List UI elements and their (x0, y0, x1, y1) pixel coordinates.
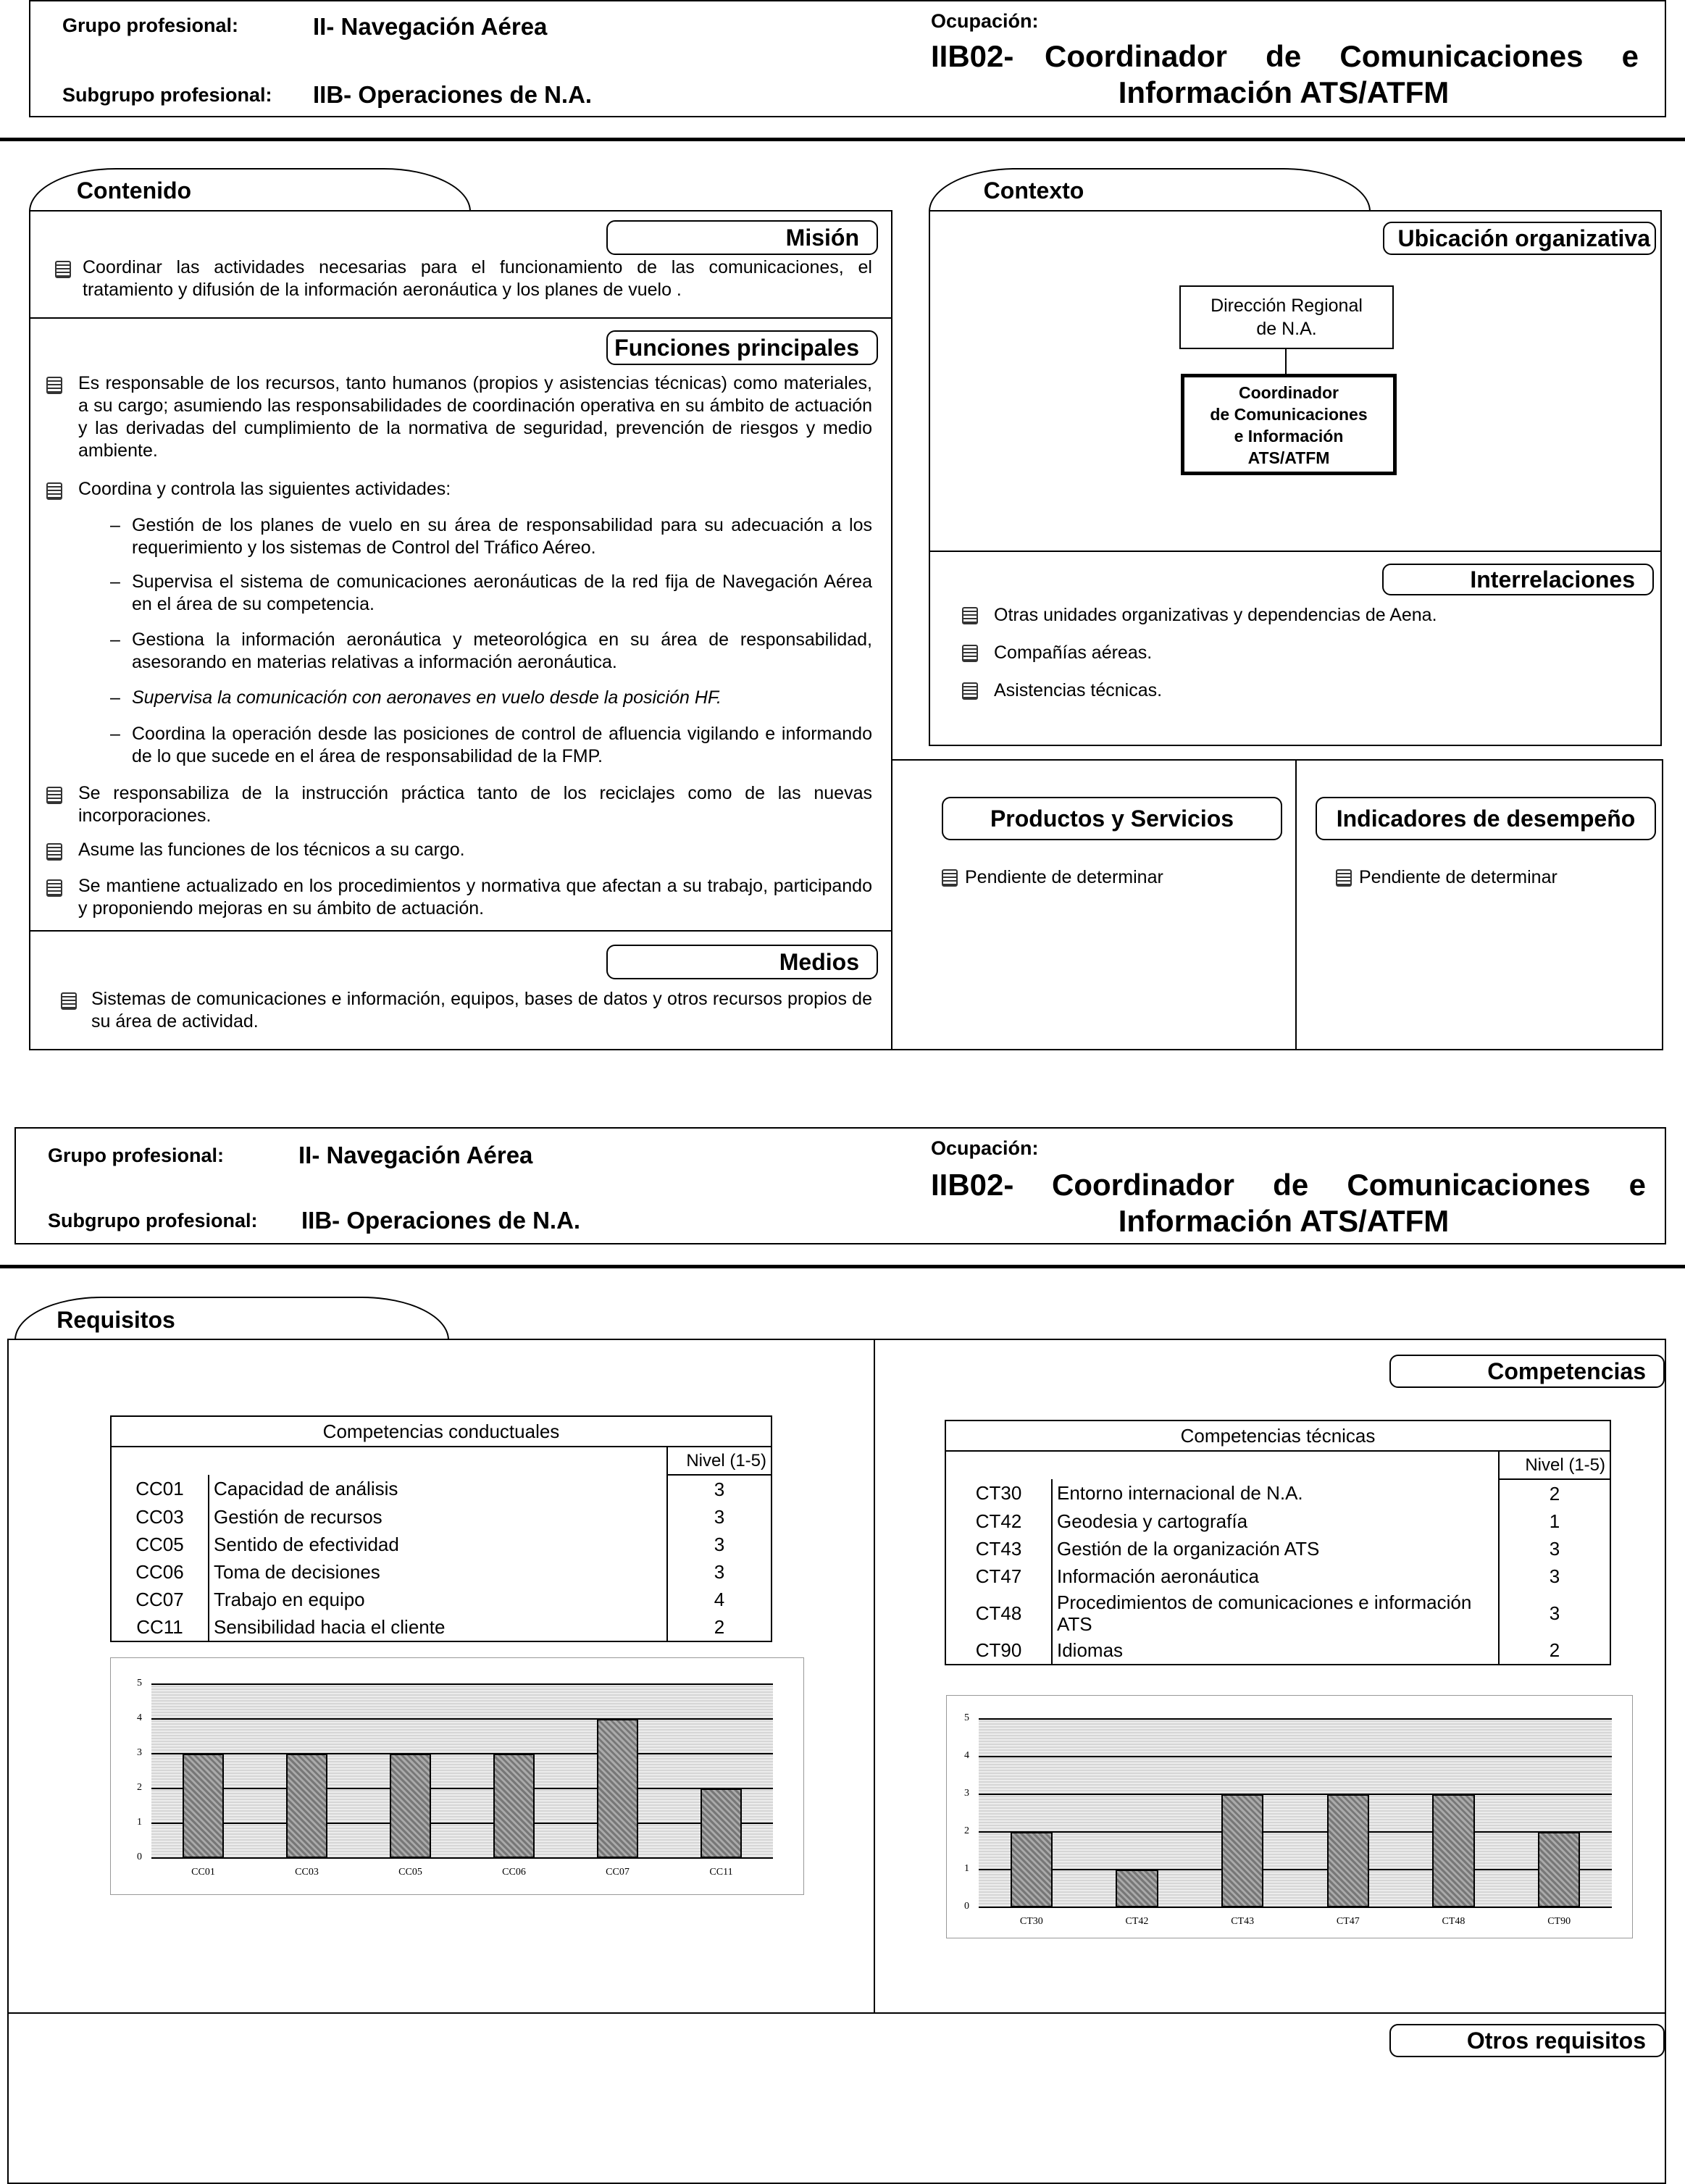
subfuncion-item: Coordina la operación desde las posiciones de control de afluencia vigilando e informando de lo que sucede en el área de responsabilidad de la FMP. (132, 724, 872, 766)
indicadores-panel (1295, 759, 1663, 1050)
table-row (111, 1503, 772, 1531)
ocupacion-line1: Coordinador de Comunicaciones e (1045, 39, 1639, 73)
funcion-bullet-icon (46, 787, 62, 804)
otros-divider (9, 2012, 1665, 2014)
comp-level: 3 (1499, 1535, 1610, 1562)
tecnicas-table (945, 1420, 1611, 1665)
conductuales-table (110, 1415, 772, 1642)
comp-level: 3 (1499, 1590, 1610, 1636)
header-rule (0, 138, 1685, 141)
chart-bar (286, 1754, 327, 1858)
ocupacion-line1: Coordinador de Comunicaciones e (1052, 1168, 1646, 1202)
interrelacion-bullet-icon (962, 645, 978, 662)
tecnicas-table-title: Competencias técnicas (945, 1421, 1610, 1451)
ocupacion-line2: Información ATS/ATFM (1118, 1204, 1450, 1238)
medios-text: Sistemas de comunicaciones e información, equipos, bases de datos y otros recursos propios de su área de actividad. (91, 989, 872, 1032)
subfuncion-dash: – (110, 687, 120, 708)
contexto-tab (929, 168, 1371, 212)
mision-divider (30, 317, 891, 319)
comp-level: 2 (1499, 1636, 1610, 1665)
comp-name: Procedimientos de comunicaciones e información ATS (1057, 1591, 1472, 1635)
requisitos-vertical-divider (874, 1340, 875, 2012)
chart-bar (597, 1719, 638, 1858)
comp-level: 4 (667, 1586, 772, 1613)
gridline (151, 1823, 773, 1824)
chart-bar (390, 1754, 431, 1858)
interrelaciones-title: Interrelaciones (1382, 564, 1654, 595)
requisitos-tab (14, 1297, 449, 1340)
ocupacion-code: IIB02- (931, 1168, 1014, 1202)
y-tick-label: 5 (137, 1678, 142, 1689)
comp-level: 3 (1499, 1562, 1610, 1590)
subfuncion-item: Gestiona la información aeronáutica y meteorológica en su área de responsabilidad, asesorando en materias relativas a información aeronáutica. (132, 629, 872, 672)
gridline (979, 1718, 1612, 1720)
medios-bullet-icon (61, 992, 77, 1010)
comp-code: CC01 (111, 1475, 209, 1503)
table-row (945, 1507, 1610, 1535)
comp-code: CT30 (945, 1479, 1052, 1507)
comp-code: CC06 (111, 1558, 209, 1586)
indicadores-bullet-icon (1336, 869, 1352, 887)
subfuncion-dash: – (110, 515, 120, 535)
comp-name: Idiomas (1057, 1639, 1124, 1661)
org-child-line: e Información (1234, 427, 1344, 445)
comp-code: CC11 (111, 1613, 209, 1641)
subgrupo-label: Subgrupo profesional: (48, 1210, 258, 1231)
org-child-box (1181, 374, 1397, 475)
interrelacion-item: Otras unidades organizativas y dependencias de Aena. (994, 605, 1437, 625)
funcion-bullet-icon (46, 482, 62, 500)
subgrupo-value: IIB- Operaciones de N.A. (301, 1207, 581, 1234)
comp-name: Gestión de la organización ATS (1057, 1537, 1320, 1560)
comp-code: CT43 (945, 1535, 1052, 1562)
y-tick-label: 2 (137, 1782, 142, 1793)
table-row (111, 1586, 772, 1613)
ubicacion-title: Ubicación organizativa (1383, 222, 1656, 255)
contexto-tab-label: Contexto (983, 177, 1084, 204)
y-tick-label: 3 (964, 1788, 969, 1799)
grupo-label: Grupo profesional: (62, 14, 238, 36)
table-row (111, 1531, 772, 1558)
productos-bullet-icon (942, 869, 958, 887)
table-row (945, 1479, 1610, 1507)
chart-plot-area (137, 1678, 773, 1878)
comp-level: 2 (667, 1613, 772, 1641)
ocupacion-code: IIB02- (931, 39, 1014, 73)
org-child-line: de Comunicaciones (1210, 405, 1368, 424)
interrelacion-bullet-icon (962, 607, 978, 624)
nivel-header: Nivel (1-5) (667, 1447, 772, 1475)
comp-code: CT90 (945, 1636, 1052, 1665)
chart-bar (1432, 1794, 1474, 1907)
x-axis (979, 1907, 1612, 1908)
subgrupo-label: Subgrupo profesional: (62, 84, 272, 106)
competencias-title: Competencias (1389, 1355, 1665, 1388)
y-tick-label: 5 (964, 1712, 969, 1723)
funcion-bullet-icon (46, 377, 62, 394)
grupo-value: II- Navegación Aérea (313, 13, 548, 40)
x-tick-label: CT47 (1336, 1916, 1360, 1927)
y-tick-label: 4 (964, 1750, 969, 1761)
subfuncion-item: Supervisa la comunicación con aeronaves en vuelo desde la posición HF. (132, 687, 722, 708)
mision-bullet-icon (55, 261, 71, 278)
page2-header (14, 1127, 1666, 1244)
comp-level: 3 (667, 1558, 772, 1586)
gridline (151, 1753, 773, 1754)
x-tick-label: CT90 (1547, 1916, 1571, 1927)
contexto-panel (929, 210, 1662, 746)
funcion-item: Coordina y controla las siguientes actividades: (78, 479, 451, 499)
grupo-label: Grupo profesional: (48, 1145, 224, 1166)
conductuales-table-title: Competencias conductuales (111, 1416, 772, 1447)
subfuncion-item: Gestión de los planes de vuelo en su área de responsabilidad para su adecuación a los requerimiento y los sistemas de Control del Tráfico Aéreo. (132, 515, 872, 558)
requisitos-tab-label: Requisitos (57, 1307, 175, 1333)
page1-header (29, 0, 1666, 117)
comp-code: CT48 (945, 1590, 1052, 1636)
contenido-tab-label: Contenido (76, 177, 192, 204)
productos-panel (891, 759, 1297, 1050)
x-tick-label: CC07 (606, 1867, 630, 1878)
interrelacion-item: Asistencias técnicas. (994, 680, 1163, 700)
funcion-bullet-icon (46, 879, 62, 897)
org-parent-line1: Dirección Regional (1211, 296, 1363, 316)
comp-name: Geodesia y cartografía (1057, 1510, 1248, 1532)
gridline (979, 1831, 1612, 1833)
ocupacion-label: Ocupación: (931, 1137, 1039, 1159)
gridline (151, 1718, 773, 1720)
table-row (945, 1562, 1610, 1590)
y-tick-label: 0 (137, 1852, 142, 1862)
y-tick-label: 3 (137, 1747, 142, 1758)
x-tick-label: CC01 (191, 1867, 215, 1878)
x-tick-label: CC06 (502, 1867, 526, 1878)
comp-code: CC05 (111, 1531, 209, 1558)
ocupacion-label: Ocupación: (931, 10, 1039, 32)
contenido-panel (29, 210, 892, 1050)
medios-title: Medios (606, 945, 878, 979)
chart-bar (1538, 1832, 1580, 1907)
header-rule (0, 1265, 1685, 1268)
x-axis (151, 1857, 773, 1859)
gridline (151, 1788, 773, 1789)
gridline (979, 1869, 1612, 1870)
comp-code: CC03 (111, 1503, 209, 1531)
table-row (945, 1535, 1610, 1562)
y-tick-label: 1 (137, 1817, 142, 1828)
comp-level: 2 (1499, 1479, 1610, 1507)
org-child-line: ATS/ATFM (1247, 448, 1330, 467)
chart-bar (701, 1788, 742, 1858)
x-tick-label: CC05 (398, 1867, 422, 1878)
chart-bar (1116, 1870, 1158, 1907)
conductuales-chart (110, 1657, 804, 1895)
indicadores-title: Indicadores de desempeño (1316, 797, 1656, 840)
gridline (979, 1756, 1612, 1757)
comp-name: Información aeronáutica (1057, 1565, 1259, 1587)
chart-bar (1221, 1794, 1263, 1907)
productos-text: Pendiente de determinar (965, 867, 1163, 887)
org-parent-line2: de N.A. (1256, 319, 1317, 339)
subgrupo-value: IIB- Operaciones de N.A. (313, 81, 593, 108)
y-tick-label: 4 (137, 1712, 142, 1723)
comp-name: Entorno internacional de N.A. (1057, 1482, 1303, 1504)
funcion-item: Se responsabiliza de la instrucción práctica tanto de los reciclajes como de las nuevas incorporaciones. (78, 783, 872, 826)
x-tick-label: CT48 (1442, 1916, 1466, 1927)
y-tick-label: 2 (964, 1825, 969, 1836)
org-parent-box (1179, 285, 1394, 349)
table-row (111, 1613, 772, 1641)
productos-title: Productos y Servicios (942, 797, 1282, 840)
x-tick-label: CT42 (1125, 1916, 1149, 1927)
gridline (979, 1794, 1612, 1795)
org-child-line: Coordinador (1239, 383, 1339, 402)
indicadores-text: Pendiente de determinar (1359, 867, 1558, 887)
y-tick-label: 0 (964, 1901, 969, 1912)
org-connector (1285, 349, 1287, 374)
grupo-value: II- Navegación Aérea (298, 1142, 533, 1168)
comp-name: Sensibilidad hacia el cliente (214, 1615, 446, 1638)
x-tick-label: CT30 (1019, 1916, 1043, 1927)
interrelacion-bullet-icon (962, 682, 978, 700)
funcion-bullet-icon (46, 843, 62, 861)
interrelacion-item: Compañías aéreas. (994, 643, 1153, 663)
mision-text: Coordinar las actividades necesarias para el funcionamiento de las comunicaciones, el tratamiento y difusión de la información aeronáutica y los planes de vuelo . (83, 257, 872, 300)
comp-name: Capacidad de análisis (214, 1478, 398, 1499)
requisitos-panel (7, 1339, 1666, 2184)
comp-code: CT42 (945, 1507, 1052, 1535)
interrelaciones-divider (930, 551, 1660, 552)
funcion-item: Asume las funciones de los técnicos a su cargo. (78, 840, 465, 860)
contenido-tab (29, 168, 471, 212)
comp-name: Sentido de efectividad (214, 1533, 399, 1555)
medios-divider (30, 930, 891, 932)
comp-name: Toma de decisiones (214, 1560, 380, 1583)
x-tick-label: CT43 (1231, 1916, 1255, 1927)
comp-name: Trabajo en equipo (214, 1588, 365, 1610)
funcion-item: Es responsable de los recursos, tanto humanos (propios y asistencias técnicas) como materiales, a su cargo; asumiendo las responsabilidades de coordinación operativa en su ámbito de actuación y las derivadas del cumplimiento de la normativa de seguridad, prevención de riesgos y medio ambiente. (78, 373, 872, 461)
x-tick-label: CC11 (709, 1867, 733, 1878)
funciones-title: Funciones principales (606, 330, 878, 365)
subfuncion-dash: – (110, 724, 120, 744)
tecnicas-chart (946, 1695, 1633, 1938)
chart-bar (183, 1754, 224, 1858)
ocupacion-line2: Información ATS/ATFM (1118, 75, 1450, 109)
table-row (111, 1475, 772, 1503)
funcion-item: Se mantiene actualizado en los procedimientos y normativa que afectan a su trabajo, participando y proponiendo mejoras en su ámbito de actuación. (78, 876, 872, 919)
table-row (111, 1558, 772, 1586)
subfuncion-item: Supervisa el sistema de comunicaciones aeronáuticas de la red fija de Navegación Aérea en el área de su competencia. (132, 572, 872, 614)
comp-name: Gestión de recursos (214, 1505, 382, 1528)
y-tick-label: 1 (964, 1863, 969, 1874)
subfuncion-dash: – (110, 572, 120, 592)
x-tick-label: CC03 (295, 1867, 319, 1878)
mision-title: Misión (606, 220, 878, 255)
comp-code: CC07 (111, 1586, 209, 1613)
chart-bar (1011, 1832, 1053, 1907)
comp-code: CT47 (945, 1562, 1052, 1590)
chart-plot-area (964, 1712, 1612, 1927)
subfuncion-dash: – (110, 629, 120, 650)
gridline (151, 1683, 773, 1685)
table-row (945, 1636, 1610, 1665)
comp-level: 3 (667, 1475, 772, 1503)
comp-level: 3 (667, 1531, 772, 1558)
table-row (945, 1590, 1610, 1636)
nivel-header: Nivel (1-5) (1499, 1451, 1610, 1479)
comp-level: 3 (667, 1503, 772, 1531)
chart-bar (1327, 1794, 1369, 1907)
otros-requisitos-title: Otros requisitos (1389, 2024, 1665, 2057)
comp-level: 1 (1499, 1507, 1610, 1535)
chart-bar (493, 1754, 535, 1858)
